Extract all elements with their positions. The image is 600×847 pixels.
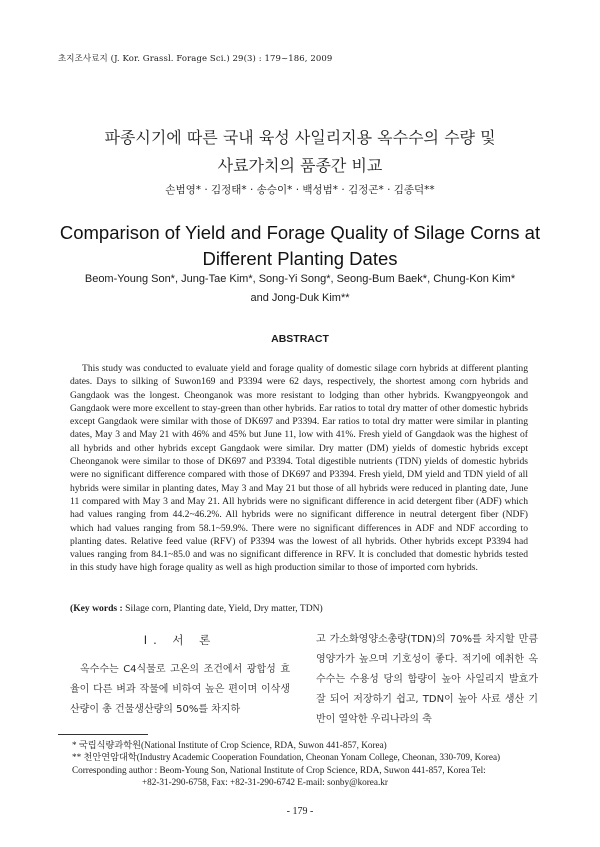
footnote-corresponding-author: Corresponding author : Beom-Young Son, National Institute of Crop Science, RDA, Suwon 441-857, Korea Tel: — [72, 764, 486, 775]
abstract-text: This study was conducted to evaluate yield and forage quality of domestic silage corn hybrids at different planting dates. Days to silking of Suwon169 and P3394 were 62 days, respectively, the shortest among corn hybrids and Gangdaok was the longest. Cheonganok was more resistant to lodging than other hybrids. Kwangpyeongok and Gangdaok were more excellent to stay-green than other hybrids. Ear ratios to total dry matter of other domestic hybrids except Gangdaok were similar with those of DK697 and P3394. Ear ratios to total dry matter were similar in planting dates, May 3 and May 21 with 46% and 45% but June 11, low with 41%. Fresh yield of Gangdaok was the highest of all hybrids and other hybrids except Gangdaok were similar. Dry matter (DM) yields of domestic hybrids except Cheonganok were similar to those of DK697 and P3394. Total digestible nutrients (TDN) yields of domestic hybrids were no significant difference compared with those of DK697 and P3394. Fresh yield, DM yield and TDN yield of all hybrids were similar in planting dates, May 3 and May 21 but those of all hybrids were reduced in planting date, June 11 compared with May 3 and May 21. All hybrids were no significant difference in acid detergent fiber (ADF) which had values ranging from 44.2~46.2%. All hybrids were no significant difference in neutral detergent fiber (NDF) which had values ranging from 58.1~59.9%. There were no significant differences in ADF and NDF according to planting dates. Relative feed value (RFV) of P3394 was the lowest of all hybrids. Other hybrids except P3394 had values ranging from 84.1~85.0 and was no significant difference in RFV. It is concluded that domestic hybrids tested in this study have high forage quality as well as high production similar to those of imported corn hybrids. — [70, 363, 528, 574]
intro-right-paragraph: 고 가소화영양소총량(TDN)의 70%를 차지할 만큼 영양가가 높으며 기호성이 좋다. 적기에 예취한 옥수수는 수용성 당의 함량이 높아 사일리지 발효가 잘 되어 저장하기 쉽고, TDN이 높아 사료 생산 기반이 열악한 우리나라의 축 — [316, 634, 538, 725]
footnote-contact: +82-31-290-6758, Fax: +82-31-290-6742 E-mail: sonby@korea.kr — [142, 777, 388, 788]
english-title — [40, 220, 560, 272]
abstract-heading: ABSTRACT — [271, 333, 329, 345]
korean-title-line-2: 사료가치의 품종간 비교 — [217, 156, 383, 175]
intro-left-paragraph: 옥수수는 C4식물로 고온의 조건에서 광합성 효율이 다른 벼과 작물에 비하여 높은 편이며 이삭생산량이 총 건물생산량의 50%를 차지하 — [70, 664, 290, 715]
keywords-text: Silage corn, Planting date, Yield, Dry matter, TDN) — [122, 603, 323, 614]
footnote-divider — [58, 734, 148, 735]
english-title-line-2: Different Planting Dates — [202, 248, 398, 269]
korean-authors: 손범영* · 김정태* · 송승이* · 백성범* · 김정곤* · 김종덕** — [165, 184, 435, 196]
page-number: - 179 - — [286, 806, 314, 817]
journal-header: 초지조사료지 (J. Kor. Grassl. Forage Sci.) 29(3) : 179~186, 2009 — [58, 54, 333, 64]
korean-title-line-1: 파종시기에 따른 국내 육성 사일리지용 옥수수의 수량 및 — [104, 128, 496, 147]
keywords-label: (Key words : — [70, 603, 123, 614]
english-authors-line-2: and Jong-Duk Kim** — [250, 292, 350, 304]
intro-right-column — [316, 630, 538, 730]
korean-title — [40, 124, 560, 180]
english-authors — [40, 270, 560, 308]
intro-left-column — [70, 630, 290, 720]
intro-heading: I. 서 론 — [143, 633, 217, 647]
footnote-affiliation-1: * 국립식량과학원(National Institute of Crop Science, RDA, Suwon 441-857, Korea) — [72, 740, 387, 750]
footnotes — [72, 739, 552, 789]
english-authors-line-1: Beom-Young Son*, Jung-Tae Kim*, Song-Yi Song*, Seong-Bum Baek*, Chung-Kon Kim* — [84, 273, 516, 285]
english-title-line-1: Comparison of Yield and Forage Quality of Silage Corns at — [59, 222, 541, 243]
keywords — [70, 603, 530, 614]
footnote-affiliation-2: ** 천안연암대학(Industry Academic Cooperation Foundation, Cheonan Yonam College, Cheonan, 330-709, Korea) — [72, 752, 501, 763]
